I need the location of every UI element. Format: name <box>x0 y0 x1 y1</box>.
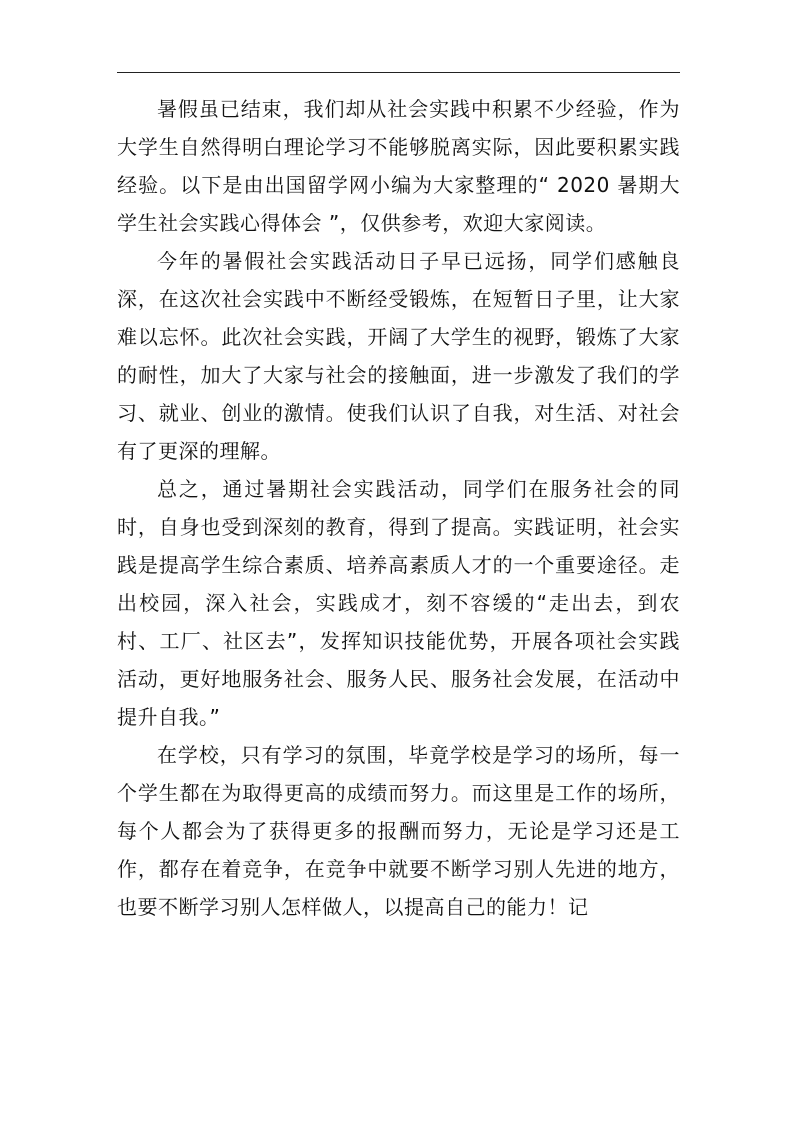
paragraph-3: 总之，通过暑期社会实践活动，同学们在服务社会的同时，自身也受到深刻的教育，得到了提高。实践证明，社会实践是提高学生综合素质、培养高素质人才的一个重要途径。走出校园，深入社会，实践成才，刻不容缓的“走出去，到农村、工厂、社区去”，发挥知识技能优势，开展各项社会实践活动，更好地服务社会、服务人民、服务社会发展，在活动中提升自我。” <box>117 477 680 729</box>
paragraph-1: 暑假虽已结束，我们却从社会实践中积累不少经验，作为大学生自然得明白理论学习不能够脱离实际，因此要积累实践经验。以下是由出国留学网小编为大家整理的“ 2020 暑期大学生社会实践心得体会 ”，仅供参考，欢迎大家阅读。 <box>117 97 680 235</box>
header-rule <box>117 72 680 73</box>
document-body <box>117 90 680 926</box>
paragraph-4: 在学校，只有学习的氛围，毕竟学校是学习的场所，每一个学生都在为取得更高的成绩而努力。而这里是工作的场所，每个人都会为了获得更多的报酬而努力，无论是学习还是工作，都存在着竞争，在竞争中就要不断学习别人先进的地方，也要不断学习别人怎样做人，以提高自己的能力！记 <box>117 743 680 919</box>
paragraph-2: 今年的暑假社会实践活动日子早已远扬，同学们感触良深，在这次社会实践中不断经受锻炼，在短暂日子里，让大家难以忘怀。此次社会实践，开阔了大学生的视野，锻炼了大家的耐性，加大了大家与社会的接触面，进一步激发了我们的学习、就业、创业的激情。使我们认识了自我，对生活、对社会有了更深的理解。 <box>117 249 680 463</box>
